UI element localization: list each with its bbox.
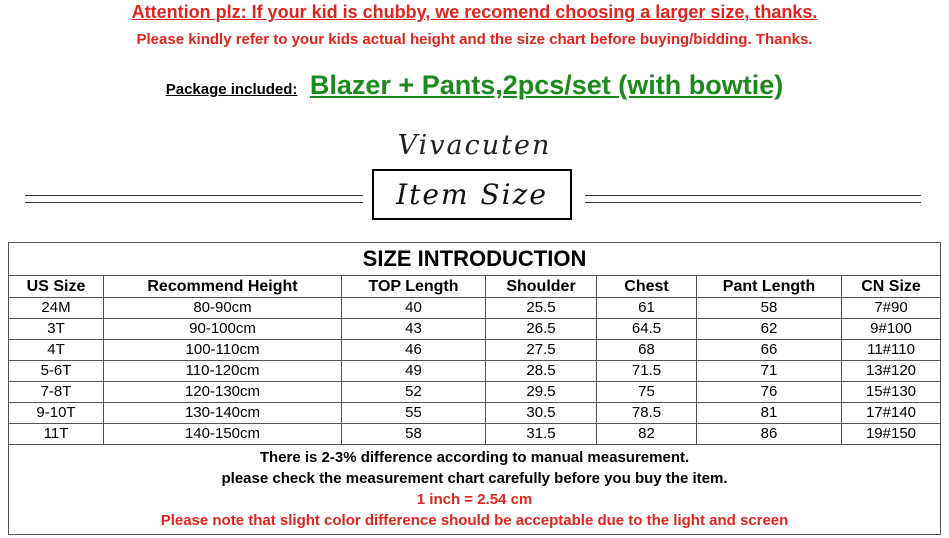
table-cell: 90-100cm bbox=[104, 319, 342, 340]
table-cell: 9#100 bbox=[842, 319, 941, 340]
table-row bbox=[9, 319, 941, 340]
note-check-chart: please check the measurement chart carefully before you buy the item. bbox=[221, 470, 728, 487]
table-cell: 46 bbox=[342, 340, 486, 361]
table-cell: 30.5 bbox=[486, 403, 597, 424]
table-row bbox=[9, 424, 941, 445]
table-cell: 140-150cm bbox=[104, 424, 342, 445]
divider-right bbox=[585, 195, 921, 203]
table-cell: 5-6T bbox=[9, 361, 104, 382]
table-cell: 7#90 bbox=[842, 298, 941, 319]
table-cell: 17#140 bbox=[842, 403, 941, 424]
table-cell: 26.5 bbox=[486, 319, 597, 340]
table-notes bbox=[9, 445, 941, 535]
table-title: SIZE INTRODUCTION bbox=[9, 243, 941, 276]
package-included bbox=[0, 70, 949, 101]
table-cell: 82 bbox=[597, 424, 697, 445]
table-cell: 68 bbox=[597, 340, 697, 361]
table-cell: 62 bbox=[697, 319, 842, 340]
column-header: Recommend Height bbox=[104, 276, 342, 298]
table-cell: 66 bbox=[697, 340, 842, 361]
package-value: Blazer + Pants,2pcs/set (with bowtie) bbox=[309, 70, 784, 100]
note-inch-conversion: 1 inch = 2.54 cm bbox=[416, 491, 533, 508]
table-cell: 43 bbox=[342, 319, 486, 340]
table-cell: 25.5 bbox=[486, 298, 597, 319]
table-body bbox=[9, 298, 941, 445]
attention-notice: Attention plz: If your kid is chubby, we recomend choosing a larger size, thanks. bbox=[131, 2, 818, 22]
column-header: Chest bbox=[597, 276, 697, 298]
table-cell: 75 bbox=[597, 382, 697, 403]
table-cell: 71.5 bbox=[597, 361, 697, 382]
table-row bbox=[9, 340, 941, 361]
table-cell: 71 bbox=[697, 361, 842, 382]
table-cell: 55 bbox=[342, 403, 486, 424]
note-difference: There is 2-3% difference according to manual measurement. bbox=[259, 449, 690, 466]
table-cell: 61 bbox=[597, 298, 697, 319]
table-cell: 31.5 bbox=[486, 424, 597, 445]
table-cell: 11#110 bbox=[842, 340, 941, 361]
table-cell: 81 bbox=[697, 403, 842, 424]
table-cell: 24M bbox=[9, 298, 104, 319]
table-cell: 9-10T bbox=[9, 403, 104, 424]
brand-name: Vivacuten bbox=[397, 130, 552, 161]
divider-left bbox=[25, 195, 363, 203]
size-table bbox=[8, 242, 941, 535]
table-cell: 76 bbox=[697, 382, 842, 403]
table-header-row bbox=[9, 276, 941, 298]
table-cell: 7-8T bbox=[9, 382, 104, 403]
column-header: CN Size bbox=[842, 276, 941, 298]
table-cell: 11T bbox=[9, 424, 104, 445]
table-cell: 28.5 bbox=[486, 361, 597, 382]
note-color-difference: Please note that slight color difference should be acceptable due to the light and screen bbox=[160, 512, 789, 529]
table-cell: 49 bbox=[342, 361, 486, 382]
table-cell: 52 bbox=[342, 382, 486, 403]
refer-notice: Please kindly refer to your kids actual height and the size chart before buying/bidding. Thanks. bbox=[136, 31, 813, 48]
table-cell: 19#150 bbox=[842, 424, 941, 445]
table-cell: 29.5 bbox=[486, 382, 597, 403]
table-row bbox=[9, 403, 941, 424]
table-cell: 100-110cm bbox=[104, 340, 342, 361]
table-row bbox=[9, 298, 941, 319]
table-cell: 110-120cm bbox=[104, 361, 342, 382]
table-cell: 4T bbox=[9, 340, 104, 361]
package-label: Package included: bbox=[165, 81, 298, 98]
table-cell: 64.5 bbox=[597, 319, 697, 340]
table-cell: 40 bbox=[342, 298, 486, 319]
table-row bbox=[9, 361, 941, 382]
column-header: TOP Length bbox=[342, 276, 486, 298]
column-header: Pant Length bbox=[697, 276, 842, 298]
table-cell: 120-130cm bbox=[104, 382, 342, 403]
table-cell: 15#130 bbox=[842, 382, 941, 403]
table-cell: 3T bbox=[9, 319, 104, 340]
table-cell: 130-140cm bbox=[104, 403, 342, 424]
table-cell: 58 bbox=[342, 424, 486, 445]
table-cell: 80-90cm bbox=[104, 298, 342, 319]
table-cell: 13#120 bbox=[842, 361, 941, 382]
item-size-heading: Item Size bbox=[372, 169, 572, 220]
table-cell: 86 bbox=[697, 424, 842, 445]
table-row bbox=[9, 382, 941, 403]
table-cell: 58 bbox=[697, 298, 842, 319]
table-cell: 78.5 bbox=[597, 403, 697, 424]
table-cell: 27.5 bbox=[486, 340, 597, 361]
column-header: Shoulder bbox=[486, 276, 597, 298]
column-header: US Size bbox=[9, 276, 104, 298]
